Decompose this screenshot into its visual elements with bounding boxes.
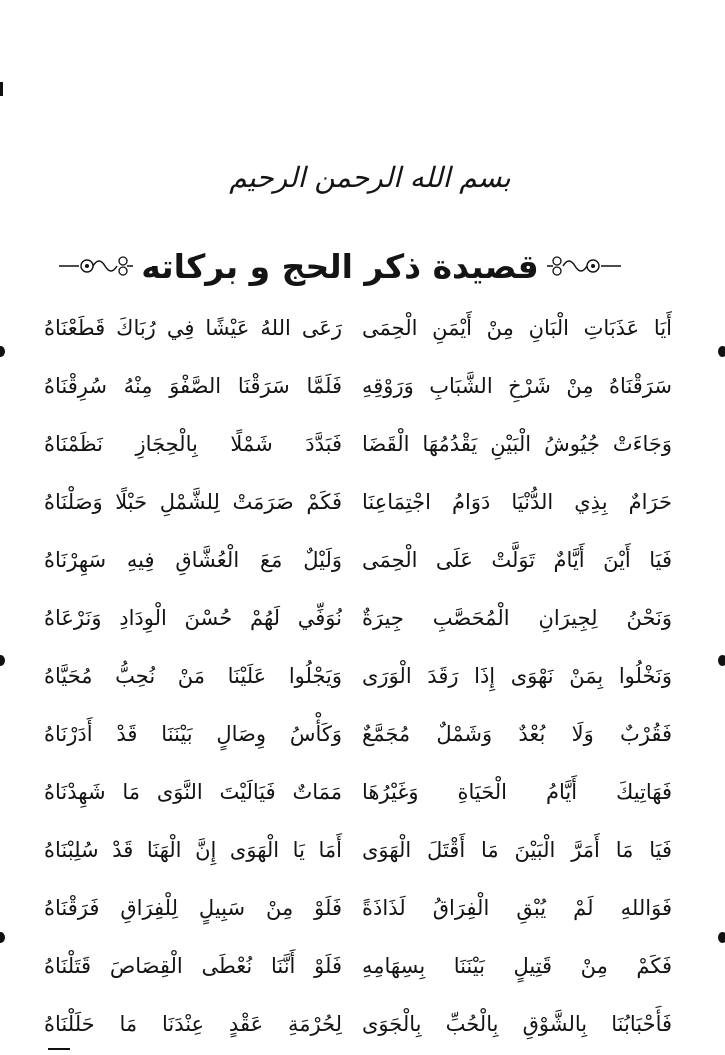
verse-second-hemistich: وَكَأْسُ وِصَالٍ بَيْنَنَا قَدْ أَدَرْنَاهُ: [44, 722, 342, 746]
verse-row: [30, 532, 700, 588]
verse-first-hemistich: فَقُرْبٌ وَلَا بُعْدٌ وَشَمْلٌ مُجَمَّعٌ: [362, 722, 672, 746]
scan-mark-dot: [0, 655, 5, 666]
verse-second-hemistich: لِحُرْمَةِ عَقْدٍ عِنْدَنَا مَا حَلَلْنَاهُ: [44, 1012, 342, 1036]
verse-first-hemistich: وَجَاءَتْ جُيُوشُ الْبَيْنِ يَقْدُمُهَا الْقَضَا: [362, 432, 672, 456]
verse-second-hemistich: فَبَدَّدَ شَمْلًا بِالْحِجَازِ نَظَمْنَاهُ: [44, 432, 342, 456]
verse-first-hemistich: حَرَامٌ بِذِي الدُّنْيَا دَوَامُ اجْتِمَاعِنَا: [362, 490, 672, 514]
floral-ornament-icon: [57, 251, 135, 281]
verse-first-hemistich: فَهَاتِيكَ أَيَّامُ الْحَيَاةِ وَغَيْرُهَا: [362, 780, 672, 804]
floral-ornament-icon: [545, 251, 623, 281]
verse-row: [30, 474, 700, 530]
verse-second-hemistich: وَلَيْلٌ مَعَ الْعُشَّاقِ فِيهِ سَهِرْنَاهُ: [44, 548, 342, 572]
verse-row: [30, 996, 700, 1052]
verse-row: [30, 880, 700, 936]
scan-mark-left-edge: [0, 82, 3, 96]
verse-row: [30, 822, 700, 878]
verse-second-hemistich: رَعَى اللهُ عَيْشًا فِي رُبَاكَ قَطَعْنَاهُ: [44, 316, 342, 340]
verse-row: [30, 358, 700, 414]
verse-first-hemistich: فَوَاللهِ لَمْ يُبْقِ الْفِرَاقُ لَذَاذَةً: [362, 896, 672, 920]
basmala-heading: بسم الله الرحمن الرحيم: [229, 161, 511, 194]
verse-second-hemistich: أَمَا يَا الْهَوَى إِنَّ الْهَنَا قَدْ سُلِبْنَاهُ: [44, 838, 342, 862]
verse-first-hemistich: فَأَحْبَابُنَا بِالشَّوْقِ بِالْحُبِّ بِالْجَوَى: [362, 1012, 672, 1036]
poem-title-row: [95, 236, 585, 296]
verse-row: [30, 706, 700, 762]
scan-mark-dot: [0, 932, 5, 943]
scan-mark-dot: [718, 932, 725, 943]
verse-second-hemistich: نُوَفِّي لَهُمْ حُسْنَ الْوِدَادِ وَنَرْعَاهُ: [44, 606, 342, 630]
scan-mark-dot: [718, 655, 725, 666]
verse-second-hemistich: فَلَوْ مِنْ سَبِيلٍ لِلْفِرَاقِ فَرَقْنَاهُ: [44, 896, 342, 920]
scan-mark-bottom: [48, 1048, 70, 1050]
verse-first-hemistich: فَيَا مَا أَمَرَّ الْبَيْنَ مَا أَقْتَلَ الْهَوَى: [362, 838, 672, 862]
verse-second-hemistich: فَكَمْ صَرَمَتْ لِلشَّمْلِ حَبْلًا وَصَلْنَاهُ: [44, 490, 342, 514]
verse-first-hemistich: وَنَحْنُ لِجِيرَانِ الْمُحَصَّبِ جِيرَةٌ: [362, 606, 672, 630]
scan-mark-dot: [0, 346, 5, 357]
scan-mark-dot: [718, 346, 725, 357]
verse-row: [30, 648, 700, 704]
verse-first-hemistich: فَكَمْ مِنْ قَتِيلٍ بَيْنَنَا بِسِهَامِهِ: [362, 954, 672, 978]
verse-first-hemistich: فَيَا أَيْنَ أَيَّامٌ تَوَلَّتْ عَلَى الْحِمَى: [362, 548, 672, 572]
verse-first-hemistich: وَنَخْلُوا بِمَنْ نَهْوَى إِذَا رَقَدَ الْوَرَى: [362, 664, 672, 688]
verse-first-hemistich: سَرَقْنَاهُ مِنْ شَرْخِ الشَّبَابِ وَرَوْقِهِ: [362, 374, 672, 398]
verse-row: [30, 938, 700, 994]
verse-row: [30, 764, 700, 820]
verse-second-hemistich: مَمَاتٌ فَيَالَيْتَ النَّوَى مَا شَهِدْنَاهُ: [44, 780, 342, 804]
verse-row: [30, 300, 700, 356]
poem-title: قصيدة ذكر الحج و بركاته: [141, 246, 539, 286]
verse-row: [30, 416, 700, 472]
verse-second-hemistich: فَلَمَّا سَرَقْنَا الصَّفْوَ مِنْهُ سُرِقْنَاهُ: [44, 374, 342, 398]
verse-second-hemistich: فَلَوْ أَنَّنَا نُعْطَى الْقِصَاصَ قَتَلْنَاهُ: [44, 954, 342, 978]
verse-first-hemistich: أَيَا عَذَبَاتِ الْبَانِ مِنْ أَيْمَنِ الْحِمَى: [362, 316, 672, 340]
verse-row: [30, 590, 700, 646]
verse-second-hemistich: وَيَجْلُوا عَلَيْنَا مَنْ نُحِبُّ مُحَيَّاهُ: [44, 664, 342, 688]
